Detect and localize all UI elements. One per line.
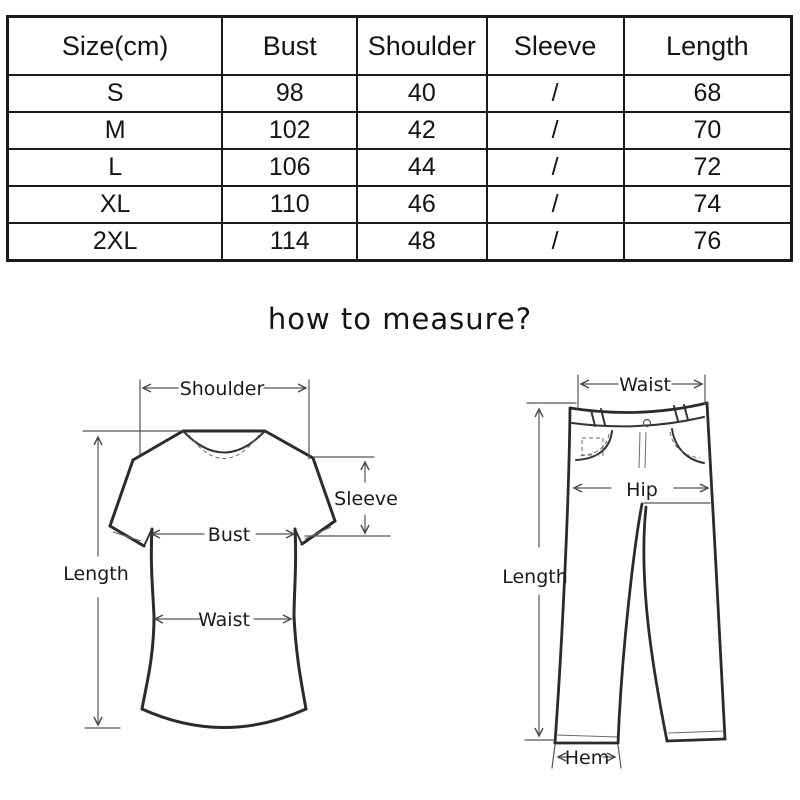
col-header-bust: Bust — [222, 17, 357, 76]
sleeve-cell: / — [487, 223, 624, 261]
bust-cell: 110 — [222, 186, 357, 223]
sleeve-cell: / — [487, 186, 624, 223]
shoulder-label: Shoulder — [179, 378, 265, 400]
pants-outline — [555, 403, 725, 743]
hip-measure — [574, 479, 710, 503]
sleeve-label: Sleeve — [334, 488, 398, 510]
bust-cell: 102 — [222, 112, 357, 149]
table-row — [8, 186, 792, 223]
size-cell: XL — [8, 186, 223, 223]
sleeve-cell: / — [487, 112, 624, 149]
pants-measure-diagram — [470, 355, 800, 785]
pants-length-label: Length — [502, 566, 568, 588]
length-cell: 72 — [624, 149, 792, 186]
size-cell: L — [8, 149, 223, 186]
bust-cell: 114 — [222, 223, 357, 261]
sleeve-measure — [305, 457, 398, 536]
bust-cell: 106 — [222, 149, 357, 186]
hem-measure — [552, 745, 621, 769]
hip-label: Hip — [626, 479, 658, 501]
pants-waist-label: Waist — [619, 374, 671, 396]
length-cell: 68 — [624, 75, 792, 112]
table-row — [8, 223, 792, 261]
shoulder-cell: 44 — [357, 149, 486, 186]
bust-label: Bust — [207, 524, 251, 546]
size-cell: M — [8, 112, 223, 149]
sleeve-cell: / — [487, 149, 624, 186]
shirt-waist-measure — [155, 609, 291, 631]
bust-cell: 98 — [222, 75, 357, 112]
tshirt-measure-diagram — [58, 358, 418, 778]
shoulder-measure — [140, 378, 309, 459]
sleeve-cell: / — [487, 75, 624, 112]
size-cell: 2XL — [8, 223, 223, 261]
col-header-length: Length — [624, 17, 792, 76]
col-header-shoulder: Shoulder — [357, 17, 486, 76]
length-cell: 74 — [624, 186, 792, 223]
shirt-length-label: Length — [63, 563, 129, 585]
table-header-row — [8, 17, 792, 76]
table-row — [8, 149, 792, 186]
shoulder-cell: 40 — [357, 75, 486, 112]
shoulder-cell: 48 — [357, 223, 486, 261]
size-table — [6, 15, 793, 262]
shoulder-cell: 42 — [357, 112, 486, 149]
length-cell: 70 — [624, 112, 792, 149]
col-header-size: Size(cm) — [8, 17, 223, 76]
shirt-length-measure — [63, 431, 180, 728]
pants-waist-measure — [578, 374, 705, 407]
table-row — [8, 112, 792, 149]
size-cell: S — [8, 75, 223, 112]
shirt-waist-label: Waist — [198, 609, 250, 631]
bust-measure — [152, 524, 294, 546]
table-row — [8, 75, 792, 112]
pants-length-measure — [502, 403, 576, 740]
length-cell: 76 — [624, 223, 792, 261]
how-to-measure-heading: how to measure? — [267, 302, 533, 336]
col-header-sleeve: Sleeve — [487, 17, 624, 76]
tshirt-outline — [110, 431, 335, 728]
hem-label: Hem — [564, 747, 610, 769]
shoulder-cell: 46 — [357, 186, 486, 223]
